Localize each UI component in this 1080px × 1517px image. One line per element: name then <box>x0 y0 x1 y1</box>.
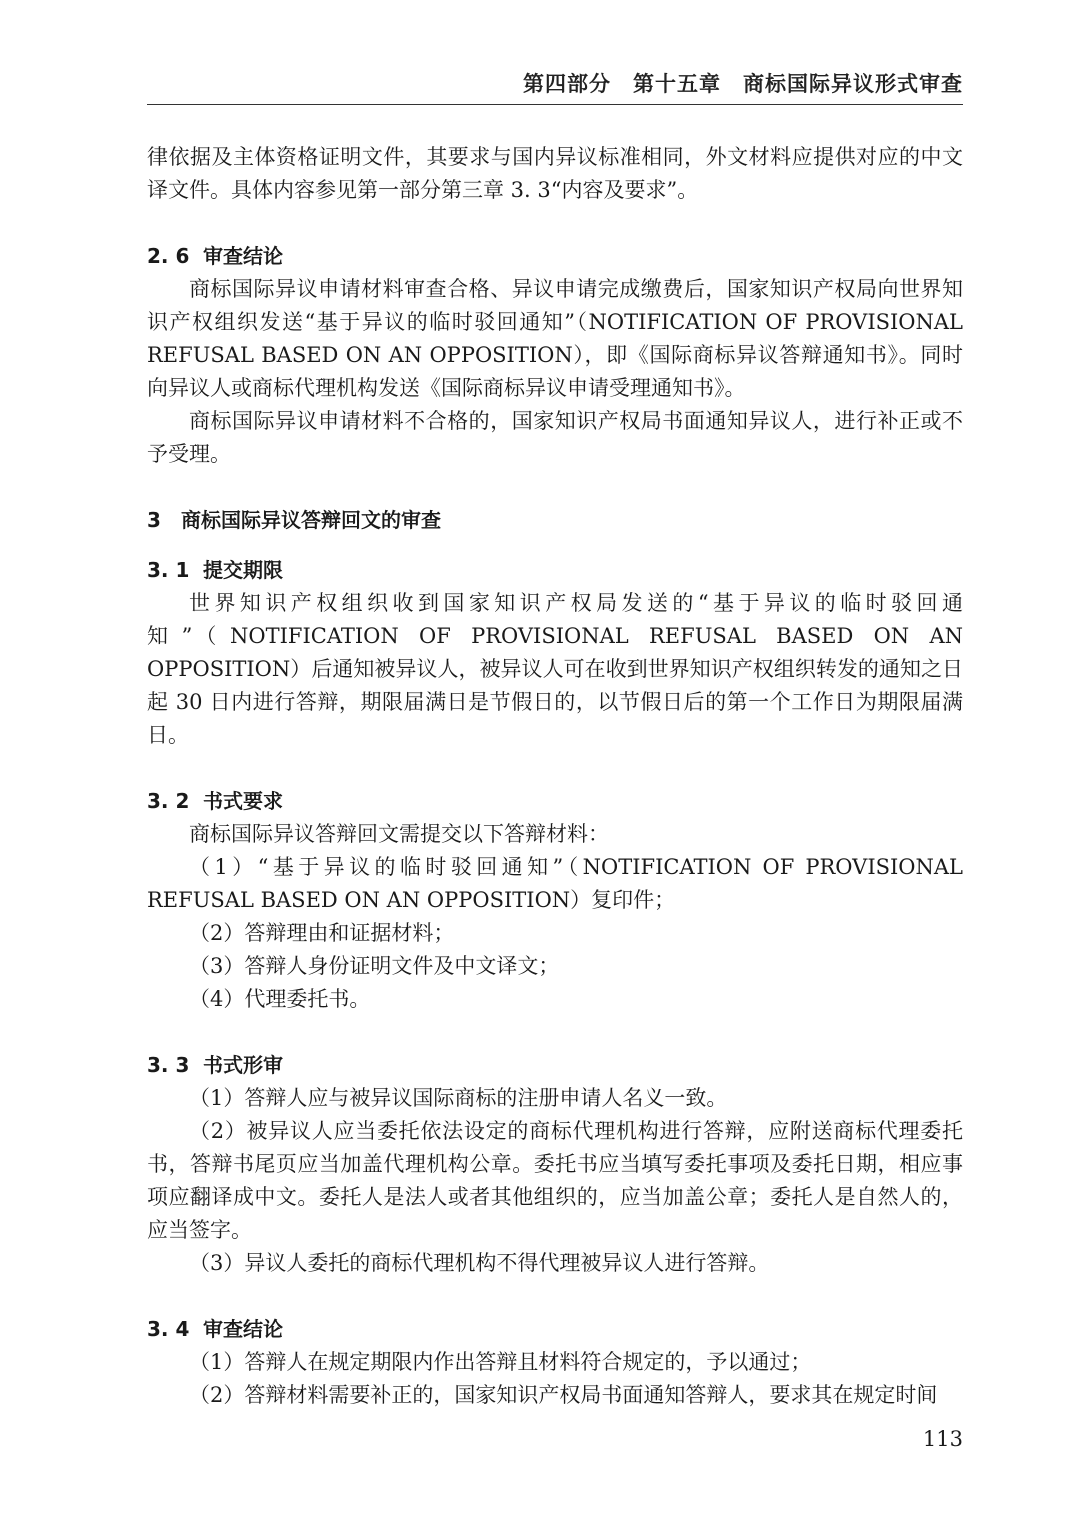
continued-paragraph: 律依据及主体资格证明文件，其要求与国内异议标准相同，外文材料应提供对应的中文译文件。具体内容参见第一部分第三章 3. 3“内容及要求”。 <box>147 145 963 202</box>
section-number: 3. 1 <box>147 558 190 582</box>
section-heading-3 <box>147 504 963 537</box>
paragraph: 世界知识产权组织收到国家知识产权局发送的“基于异议的临时驳回通知”（NOTIFICATION OF PROVISIONAL REFUSAL BASED ON AN OPPOSITION）后通知被异议人，被异议人可在收到世界知识产权组织转发的通知之日起 30 日内进行答辩，期限届满日是节假日的，以节假日后的第一个工作日为期限届满日。 <box>147 591 963 747</box>
list-item: （1）答辩人应与被异议国际商标的注册申请人名义一致。 <box>189 1086 728 1110</box>
section-title: 书式要求 <box>203 789 283 813</box>
section-heading-2-6 <box>147 240 963 273</box>
list-item: （2）被异议人应当委托依法设定的商标代理机构进行答辩，应附送商标代理委托书，答辩书尾页应当加盖代理机构公章。委托书应当填写委托事项及委托日期，相应事项应翻译成中文。委托人是法人或者其他组织的，应当加盖公章；委托人是自然人的，应当签字。 <box>147 1119 963 1242</box>
list-item: （2）答辩理由和证据材料； <box>189 921 455 945</box>
section-number: 2. 6 <box>147 244 190 268</box>
section-number: 3. 3 <box>147 1053 190 1077</box>
list-item: （1）答辩人在规定期限内作出答辩且材料符合规定的，予以通过； <box>189 1350 812 1374</box>
section-heading-3-4 <box>147 1313 963 1346</box>
list-item: （4）代理委托书。 <box>189 987 371 1011</box>
section-title: 商标国际异议答辩回文的审查 <box>181 508 441 532</box>
section-heading-3-2 <box>147 785 963 818</box>
section-heading-3-3 <box>147 1049 963 1082</box>
section-number: 3 <box>147 508 161 532</box>
paragraph: 商标国际异议答辩回文需提交以下答辩材料： <box>189 822 609 846</box>
section-title: 书式形审 <box>203 1053 283 1077</box>
header-rule <box>147 104 963 105</box>
list-item: （1）“基于异议的临时驳回通知”（NOTIFICATION OF PROVISIONAL REFUSAL BASED ON AN OPPOSITION）复印件； <box>147 855 963 912</box>
body-text <box>147 141 963 1412</box>
paragraph: 商标国际异议申请材料审查合格、异议申请完成缴费后，国家知识产权局向世界知识产权组织发送“基于异议的临时驳回通知”（NOTIFICATION OF PROVISIONAL REFUSAL BASED ON AN OPPOSITION），即《国际商标异议答辩通知书》。同时向异议人或商标代理机构发送《国际商标异议申请受理通知书》。 <box>147 277 963 400</box>
section-title: 审查结论 <box>203 244 283 268</box>
list-item: （2）答辩材料需要补正的，国家知识产权局书面通知答辩人，要求其在规定时间 <box>189 1383 938 1407</box>
list-item: （3）异议人委托的商标代理机构不得代理被异议人进行答辩。 <box>189 1251 770 1275</box>
page-number: 113 <box>922 1427 963 1451</box>
paragraph: 商标国际异议申请材料不合格的，国家知识产权局书面通知异议人，进行补正或不予受理。 <box>147 409 963 466</box>
list-item: （3）答辩人身份证明文件及中文译文； <box>189 954 560 978</box>
running-head: 第四部分 第十五章 商标国际异议形式审查 <box>523 71 963 96</box>
section-title: 提交期限 <box>203 558 283 582</box>
section-number: 3. 4 <box>147 1317 190 1341</box>
section-number: 3. 2 <box>147 789 190 813</box>
section-title: 审查结论 <box>203 1317 283 1341</box>
section-heading-3-1 <box>147 554 963 587</box>
